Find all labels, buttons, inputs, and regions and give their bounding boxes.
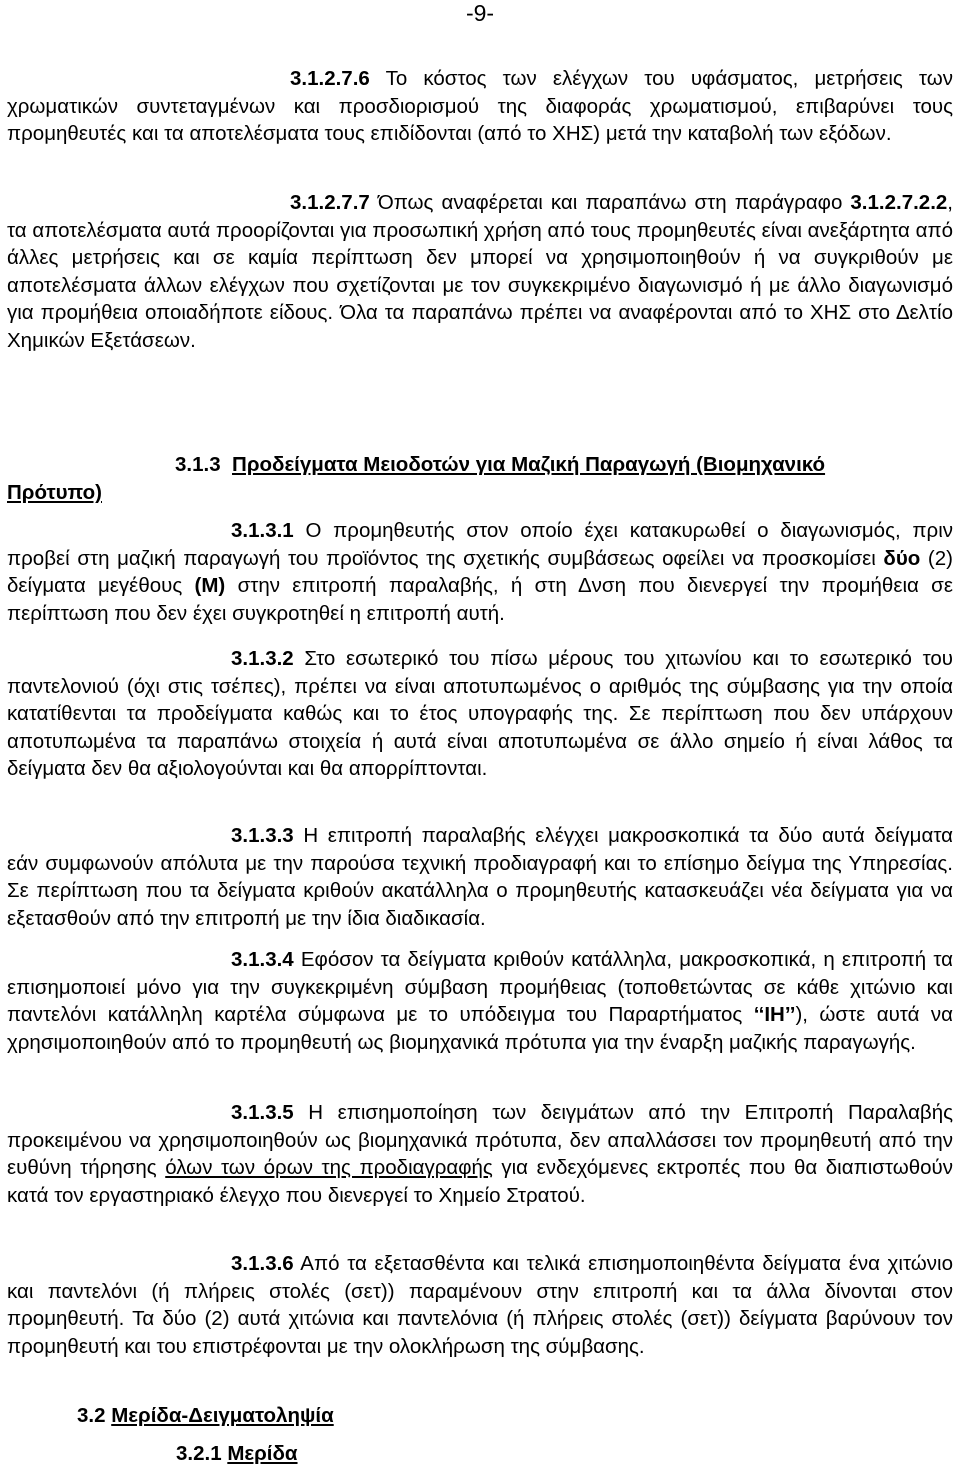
paragraph-number: 3.1.3.1 xyxy=(231,519,294,542)
paragraph-3-1-3-3 xyxy=(7,822,953,932)
paragraph-3-1-2-7-7 xyxy=(7,189,953,354)
paragraph-3-1-3-6 xyxy=(7,1250,953,1360)
paragraph-text: Ο προμηθευτής στον οποίο έχει κατακυρωθεί ο διαγωνισμός, πριν προβεί στη μαζική παραγωγή του προϊόντος της σχετικής συμβάσεως οφείλει να προσκομίσει xyxy=(7,519,953,570)
paragraph-reference: 3.1.2.7.2.2 xyxy=(850,191,948,214)
bold-size: (Μ) xyxy=(194,574,226,597)
paragraph-3-1-3-5 xyxy=(7,1099,953,1209)
page-number: -9- xyxy=(465,0,495,26)
paragraph-text-cont: , τα αποτελέσματα αυτά προορίζονται για προσωπική χρήση από τους προμηθευτές είναι ανεξάρτητα από άλλες μετρήσεις και σε καμία περίπτωση δεν μπορεί να χρησιμοποιηθούν ή να συγκριθούν με αποτελέσματα άλλων ελέγχων που σχετίζονται με τον συγκεκριμένο διαγωνισμό ή με άλλο διαγωνισμό για προμήθεια οποιαδήποτε είδους. Όλα τα παραπάνω πρέπει να αναφέρονται από το ΧΗΣ στο Δελτίο Χημικών Εξετάσεων. xyxy=(7,191,953,352)
paragraph-3-1-3-4 xyxy=(7,946,953,1056)
paragraph-text: Όπως αναφέρεται και παραπάνω στη παράγραφο xyxy=(369,191,851,214)
paragraph-text-cont: για ενδεχόμενες εκτροπές που θα διαπιστωθούν κατά τον εργαστηριακό έλεγχο που διενεργεί το Χημείο Στρατού. xyxy=(7,1156,953,1207)
annex-label: ‘‘ΙΗ’’ xyxy=(753,1003,796,1026)
section-heading-3-1-3-cont xyxy=(7,479,102,507)
section-number: 3.2.1 xyxy=(176,1442,222,1465)
paragraph-text: Η επιτροπή παραλαβής ελέγχει μακροσκοπικά τα δύο αυτά δείγματα εάν συμφωνούν απόλυτα με την παρούσα τεχνική προδιαγραφή και το επίσημο δείγμα της Υπηρεσίας. Σε περίπτωση που τα δείγματα κριθούν ακατάλληλα ο προμηθευτής κατασκευάζει νέα δείγματα για να εξετασθούν από την επιτροπή με την ίδια διαδικασία. xyxy=(7,824,953,930)
paragraph-number: 3.1.3.6 xyxy=(231,1252,294,1275)
paragraph-number: 3.1.2.7. xyxy=(290,67,359,90)
paragraph-number: 3.1.3.2 xyxy=(231,647,294,670)
paragraph-text-end: στην επιτροπή παραλαβής, ή στη Δνση που διενεργεί την προμήθεια σε περίπτωση που δεν έχει συγκροτηθεί η επιτροπή αυτή. xyxy=(7,574,953,625)
paragraph-text-cont: (2) δείγματα μεγέθους xyxy=(7,546,953,597)
paragraph-text-cont: ), ώστε αυτά να χρησιμοποιηθούν από το προμηθευτή ως βιομηχανικά πρότυπα για την έναρξη μαζικής παραγωγής. xyxy=(7,1003,953,1054)
paragraph-number-end: 6 xyxy=(358,67,370,90)
paragraph-text: Στο εσωτερικό του πίσω μέρους του χιτωνίου και το εσωτερικό του παντελονιού (όχι στις τσέπες), πρέπει να είναι αποτυπωμένος ο αριθμός της σύμβασης για την οποία κατατίθενται τα προδείγματα καθώς και το έτος υπογραφής της. Σε περίπτωση που δεν υπάρχουν αποτυπωμένα τα παραπάνω στοιχεία ή αυτά είναι αποτυπωμένα σε άλλο σημείο ή είναι λάθος τα δείγματα δεν θα αξιολογούνται και θα απορρίπτονται. xyxy=(7,647,953,780)
section-number: 3.1.3 xyxy=(175,453,221,476)
paragraph-text: Εφόσον τα δείγματα κριθούν κατάλληλα, μακροσκοπικά, η επιτροπή τα επισημοποιεί μόνο για την συγκεκριμένη σύμβαση προμήθειας (τοποθετώντας σε κάθε χιτώνιο και παντελόνι κατάλληλη καρτέλα σύμφωνα με το υπόδειγμα του Παραρτήματος xyxy=(7,948,953,1026)
section-title: Προδείγματα Μειοδοτών για Μαζική Παραγωγή (Βιομηχανικό xyxy=(232,453,826,476)
section-title: Μερίδα-Δειγματοληψία xyxy=(111,1404,334,1427)
paragraph-number: 3.1.3.3 xyxy=(231,824,294,847)
paragraph-text: Η επισημοποίηση των δειγμάτων από την Επιτροπή Παραλαβής προκειμένου να χρησιμοποιηθούν ως βιομηχανικά πρότυπα, δεν απαλλάσσει τον προμηθευτή από την ευθύνη τήρησης xyxy=(7,1101,953,1179)
bold-term: δύο xyxy=(883,546,921,570)
section-heading-3-2 xyxy=(77,1402,334,1430)
paragraph-text: Από τα εξετασθέντα και τελικά επισημοποιηθέντα δείγματα ένα χιτώνιο και παντελόνι (ή πλήρεις στολές (σετ)) παραμένουν στην επιτροπή και τα άλλα δίνονται στον προμηθευτή. Τα δύο (2) αυτά χιτώνια και παντελόνια (ή πλήρεις στολές (σετ)) δείγματα βαρύνουν τον προμηθευτή και του επιστρέφονται με την ολοκλήρωση της σύμβασης. xyxy=(7,1252,953,1358)
paragraph-text: Το κόστος των ελέγχων του υφάσματος, μετρήσεις των χρωματικών συντεταγμένων και προσδιορισμού της διαφοράς χρωματισμού, επιβαρύνει τους προμηθευτές και τα αποτελέσματα τους επιδίδονται (από το ΧΗΣ) μετά την καταβολή των εξόδων. xyxy=(7,67,953,145)
paragraph-number: 3.1.2.7.7 xyxy=(290,191,370,214)
paragraph-3-1-2-7-6 xyxy=(7,65,953,148)
paragraph-number: 3.1.3.4 xyxy=(231,948,294,971)
section-heading-3-1-3 xyxy=(175,451,825,479)
paragraph-3-1-3-2 xyxy=(7,645,953,783)
paragraph-3-1-3-1 xyxy=(7,517,953,627)
section-title-cont: Πρότυπο) xyxy=(7,481,102,504)
section-title: Μερίδα xyxy=(227,1442,298,1465)
underlined-phrase: όλων των όρων της προδιαγραφής xyxy=(165,1156,493,1179)
paragraph-number: 3.1.3.5 xyxy=(231,1101,294,1124)
section-number: 3.2 xyxy=(77,1404,106,1427)
section-heading-3-2-1 xyxy=(176,1440,298,1468)
